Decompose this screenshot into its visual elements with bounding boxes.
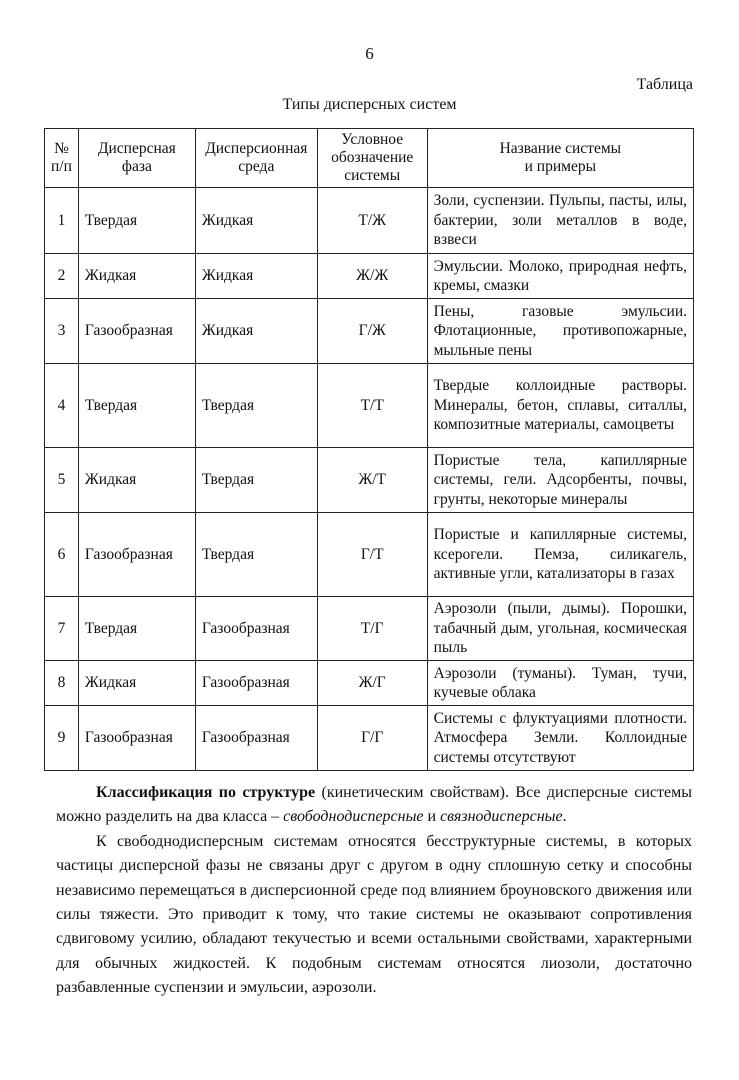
row-examples: Эмульсии. Молоко, природная нефть, кремы, смазки — [427, 254, 693, 299]
row-examples: Пены, газовые эмульсии. Флотационные, противопожарные, мыльные пены — [427, 299, 693, 364]
row-symbol: Ж/Г — [317, 661, 427, 706]
row-medium: Твердая — [195, 448, 317, 513]
paragraph-heading: Классификация по структуре — [96, 784, 316, 801]
row-num: 2 — [45, 254, 79, 299]
paragraph-free-disperse: К свободнодисперсным системам относятся бесструктурные системы, в которых частицы дисперсной фазы не связаны друг с другом в одну сплошную сетку и способны независимо перемещаться в дисперсионной среде под влиянием броуновского движения или силы тяжести. Это приводит к тому, что такие системы не оказывают сопротивления сдвиговому усилию, обладают текучестью и всеми остальными свойствами, характерными для обычных жидкостей. К подобным системам относятся лиозоли, достаточно разбавленные суспензии и эмульсии, аэрозоли. — [56, 832, 692, 997]
table-label: Таблица — [636, 76, 693, 93]
header-phase: Дисперсная фаза — [78, 129, 195, 188]
row-num: 7 — [45, 597, 79, 661]
header-examples: Название системы и примеры — [427, 129, 693, 188]
row-examples: Золи, суспензии. Пульпы, пасты, илы, бактерии, золи металлов в воде, взвеси — [427, 188, 693, 254]
header-num: № п/п — [45, 129, 79, 188]
table-row — [45, 364, 694, 448]
row-symbol: Т/Г — [317, 597, 427, 661]
header-symbol: Условное обозначение системы — [317, 129, 427, 188]
row-symbol: Т/Т — [317, 364, 427, 448]
row-symbol: Г/Т — [317, 513, 427, 597]
row-medium: Твердая — [195, 513, 317, 597]
table-row — [45, 299, 694, 364]
row-medium: Газообразная — [195, 661, 317, 706]
row-symbol: Ж/Т — [317, 448, 427, 513]
body-text — [56, 781, 692, 1001]
row-phase: Жидкая — [78, 661, 195, 706]
row-examples: Системы с флуктуациями плотности. Атмосфера Земли. Коллоидные системы отсутствуют — [427, 706, 693, 771]
table-row — [45, 597, 694, 661]
row-phase: Газообразная — [78, 706, 195, 771]
row-num: 4 — [45, 364, 79, 448]
table-title: Типы дисперсных систем — [282, 96, 457, 113]
row-medium: Жидкая — [195, 188, 317, 254]
row-num: 8 — [45, 661, 79, 706]
row-examples: Твердые коллоидные растворы. Минералы, бетон, сплавы, ситаллы, композитные материалы, самоцветы — [427, 364, 693, 448]
row-phase: Твердая — [78, 364, 195, 448]
table-row — [45, 706, 694, 771]
table-header-row — [45, 129, 694, 188]
table-row — [45, 448, 694, 513]
row-examples: Аэрозоли (пыли, дымы). Порошки, табачный дым, угольная, космическая пыль — [427, 597, 693, 661]
row-medium: Жидкая — [195, 254, 317, 299]
table-row — [45, 661, 694, 706]
row-medium: Жидкая — [195, 299, 317, 364]
row-phase: Газообразная — [78, 299, 195, 364]
row-medium: Газообразная — [195, 706, 317, 771]
row-num: 6 — [45, 513, 79, 597]
row-examples: Пористые и капиллярные системы, ксерогели. Пемза, силикагель, активные угли, катализаторы в газах — [427, 513, 693, 597]
row-examples: Пористые тела, капиллярные системы, гели. Адсорбенты, почвы, грунты, некоторые минералы — [427, 448, 693, 513]
row-phase: Твердая — [78, 188, 195, 254]
row-symbol: Г/Ж — [317, 299, 427, 364]
disperse-systems-table — [44, 128, 694, 771]
row-phase: Жидкая — [78, 448, 195, 513]
paragraph-classification: Классификация по структуре (кинетическим свойствам). Все дисперсные системы можно разделить на два класса – свободнодисперсные и связнодисперсные. — [56, 784, 692, 826]
table-row — [45, 254, 694, 299]
row-phase: Жидкая — [78, 254, 195, 299]
row-symbol: Ж/Ж — [317, 254, 427, 299]
row-symbol: Т/Ж — [317, 188, 427, 254]
term-bound-disperse: связнодисперсные — [440, 808, 563, 826]
table-row — [45, 188, 694, 254]
row-num: 9 — [45, 706, 79, 771]
row-phase: Твердая — [78, 597, 195, 661]
row-num: 1 — [45, 188, 79, 254]
row-num: 3 — [45, 299, 79, 364]
row-num: 5 — [45, 448, 79, 513]
row-medium: Твердая — [195, 364, 317, 448]
row-examples: Аэрозоли (туманы). Туман, тучи, кучевые облака — [427, 661, 693, 706]
row-phase: Газообразная — [78, 513, 195, 597]
row-medium: Газообразная — [195, 597, 317, 661]
term-free-disperse: свободнодисперсные — [283, 808, 424, 826]
header-medium: Дисперсионная среда — [195, 129, 317, 188]
row-symbol: Г/Г — [317, 706, 427, 771]
page-number: 6 — [365, 44, 374, 63]
table-row — [45, 513, 694, 597]
